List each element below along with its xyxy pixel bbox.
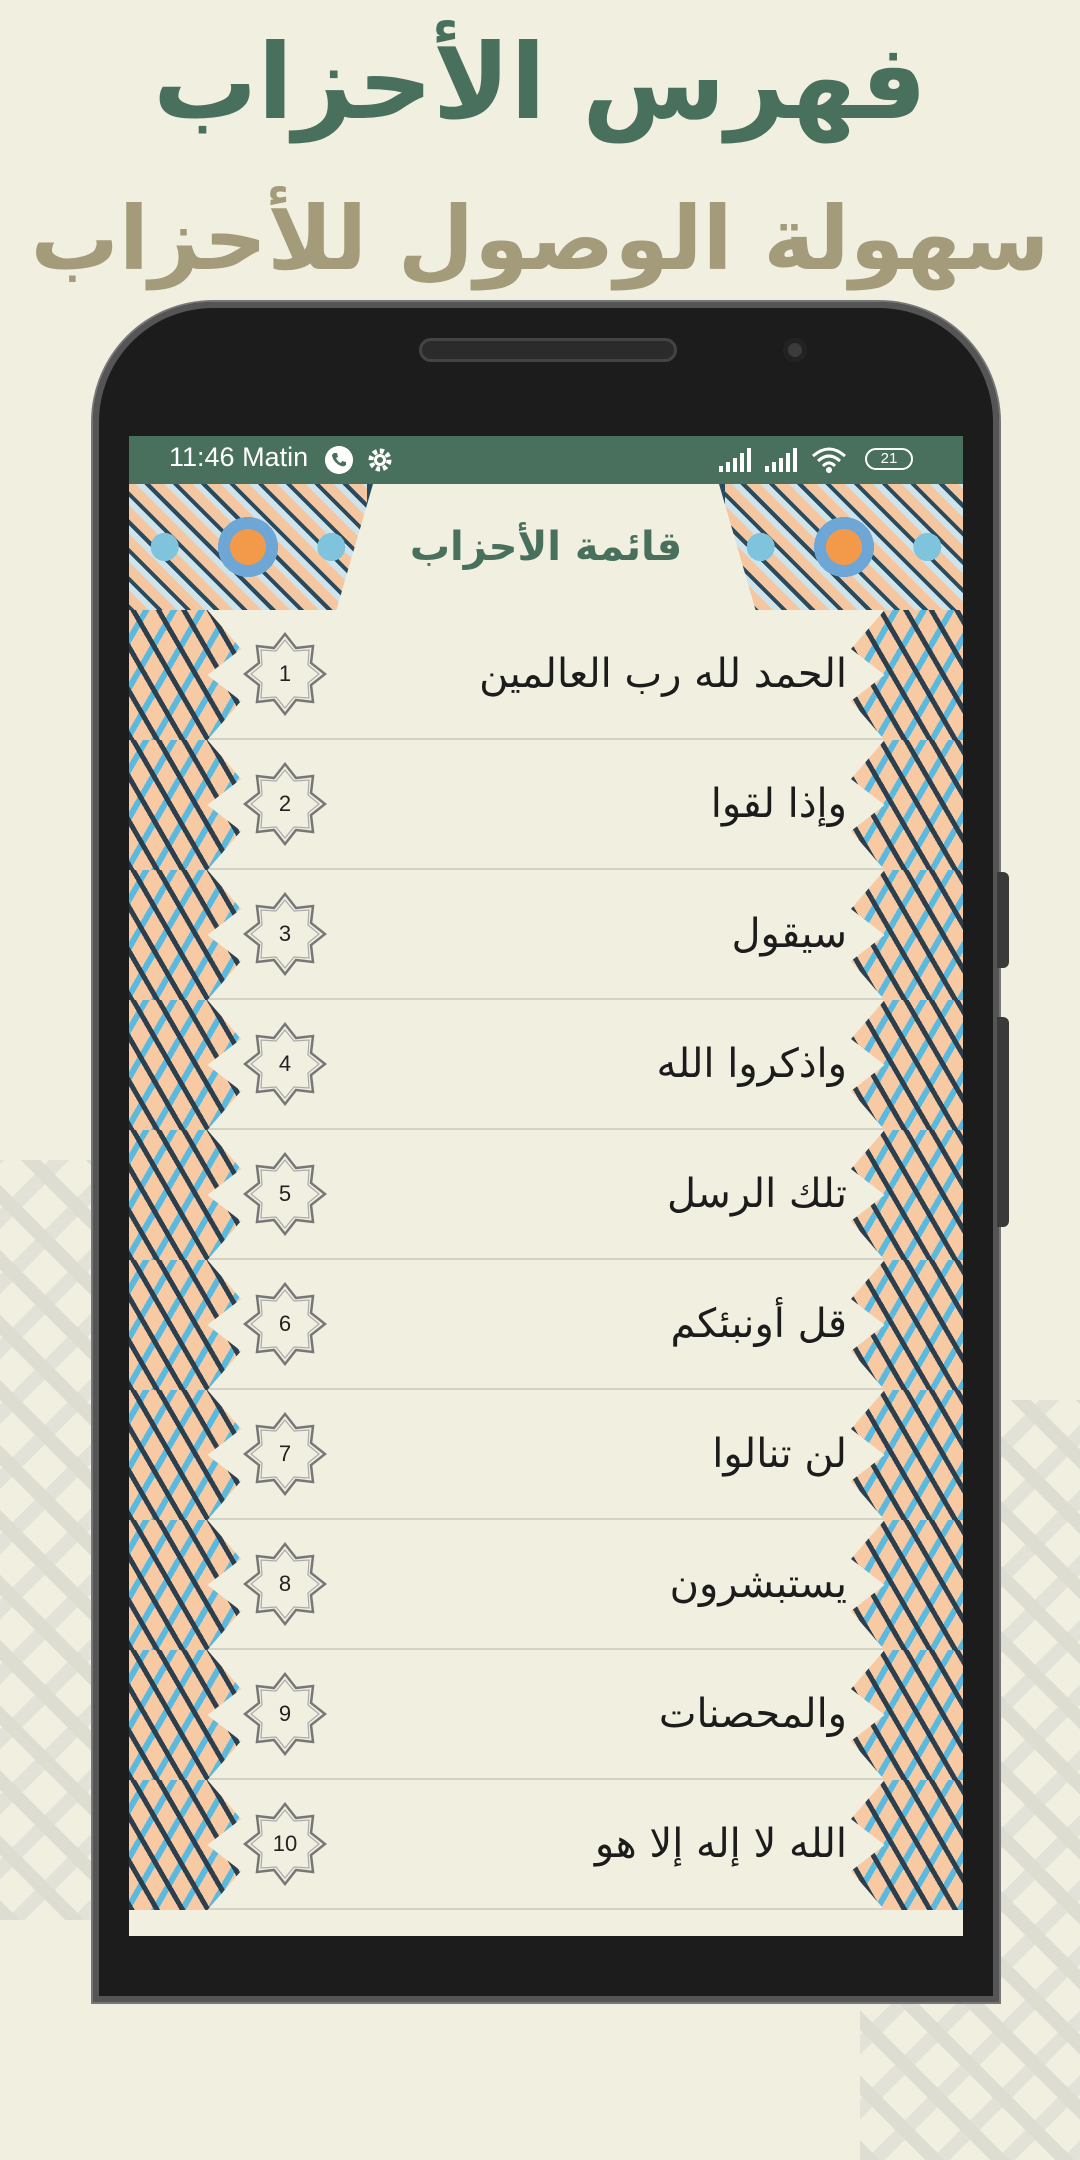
status-time: 11:46 Matin bbox=[169, 442, 309, 472]
row-ornament-left bbox=[129, 1390, 241, 1520]
phone-icon bbox=[325, 446, 353, 474]
row-ornament-right bbox=[851, 1390, 963, 1520]
number-badge bbox=[243, 632, 327, 716]
list-item[interactable] bbox=[129, 740, 963, 870]
row-ornament-right bbox=[851, 1130, 963, 1260]
item-number: 10 bbox=[272, 1831, 298, 1856]
number-badge bbox=[243, 762, 327, 846]
row-ornament-right bbox=[851, 610, 963, 740]
list-item[interactable] bbox=[129, 1780, 963, 1910]
item-number: 9 bbox=[278, 1701, 292, 1726]
number-badge bbox=[243, 1282, 327, 1366]
phone-frame bbox=[93, 302, 999, 2002]
row-ornament-left bbox=[129, 1000, 241, 1130]
number-badge bbox=[243, 892, 327, 976]
item-number: 1 bbox=[278, 661, 292, 686]
row-ornament-left bbox=[129, 740, 241, 870]
item-name: واذكروا الله bbox=[656, 1041, 847, 1087]
list-item[interactable] bbox=[129, 1390, 963, 1520]
battery-icon: 21 bbox=[865, 448, 913, 470]
list-item[interactable] bbox=[129, 610, 963, 740]
page-title: قائمة الأحزاب bbox=[409, 524, 683, 570]
number-badge bbox=[243, 1412, 327, 1496]
item-name: سيقول bbox=[731, 911, 847, 957]
row-ornament-right bbox=[851, 870, 963, 1000]
item-name: والمحصنات bbox=[658, 1691, 847, 1737]
number-badge bbox=[243, 1672, 327, 1756]
promo-title: فهرس الأحزاب bbox=[152, 21, 928, 143]
item-number: 5 bbox=[278, 1181, 292, 1206]
list-item[interactable] bbox=[129, 1260, 963, 1390]
item-name: يستبشرون bbox=[669, 1561, 847, 1607]
item-name: الله لا إله إلا هو bbox=[594, 1821, 847, 1867]
row-ornament-left bbox=[129, 1260, 241, 1390]
app-screen bbox=[129, 436, 963, 1936]
row-ornament-left bbox=[129, 1130, 241, 1260]
hizb-list bbox=[129, 610, 963, 1910]
power-button bbox=[997, 1017, 1009, 1227]
signal-icon bbox=[717, 446, 753, 474]
item-number: 4 bbox=[278, 1051, 292, 1076]
list-item[interactable] bbox=[129, 870, 963, 1000]
item-name: لن تنالوا bbox=[712, 1431, 847, 1477]
item-number: 8 bbox=[278, 1571, 292, 1596]
list-item[interactable] bbox=[129, 1650, 963, 1780]
number-badge bbox=[243, 1152, 327, 1236]
item-number: 7 bbox=[278, 1441, 292, 1466]
number-badge bbox=[243, 1022, 327, 1106]
wifi-icon bbox=[809, 446, 849, 474]
row-ornament-left bbox=[129, 610, 241, 740]
item-name: تلك الرسل bbox=[667, 1171, 847, 1217]
item-name: وإذا لقوا bbox=[710, 781, 847, 827]
status-bar bbox=[129, 436, 963, 484]
promo-subtitle: سهولة الوصول للأحزاب bbox=[30, 187, 1050, 290]
volume-button bbox=[997, 872, 1009, 968]
row-ornament-right bbox=[851, 1780, 963, 1910]
number-badge bbox=[243, 1802, 327, 1886]
row-ornament-right bbox=[851, 1000, 963, 1130]
row-ornament-right bbox=[851, 1520, 963, 1650]
item-name: قل أونبئكم bbox=[670, 1301, 847, 1347]
item-number: 6 bbox=[278, 1311, 292, 1336]
row-ornament-left bbox=[129, 1780, 241, 1910]
signal-icon bbox=[763, 446, 799, 474]
row-ornament-right bbox=[851, 1650, 963, 1780]
gear-icon bbox=[367, 446, 393, 474]
list-item[interactable] bbox=[129, 1520, 963, 1650]
row-ornament-left bbox=[129, 870, 241, 1000]
list-item[interactable] bbox=[129, 1130, 963, 1260]
item-number: 3 bbox=[278, 921, 292, 946]
row-ornament-left bbox=[129, 1520, 241, 1650]
speaker-grille bbox=[419, 338, 677, 362]
item-name: الحمد لله رب العالمين bbox=[479, 651, 847, 697]
item-number: 2 bbox=[278, 791, 292, 816]
front-camera bbox=[783, 338, 807, 362]
row-ornament-left bbox=[129, 1650, 241, 1780]
number-badge bbox=[243, 1542, 327, 1626]
row-ornament-right bbox=[851, 1260, 963, 1390]
list-header bbox=[129, 484, 963, 610]
list-item[interactable] bbox=[129, 1000, 963, 1130]
row-ornament-right bbox=[851, 740, 963, 870]
